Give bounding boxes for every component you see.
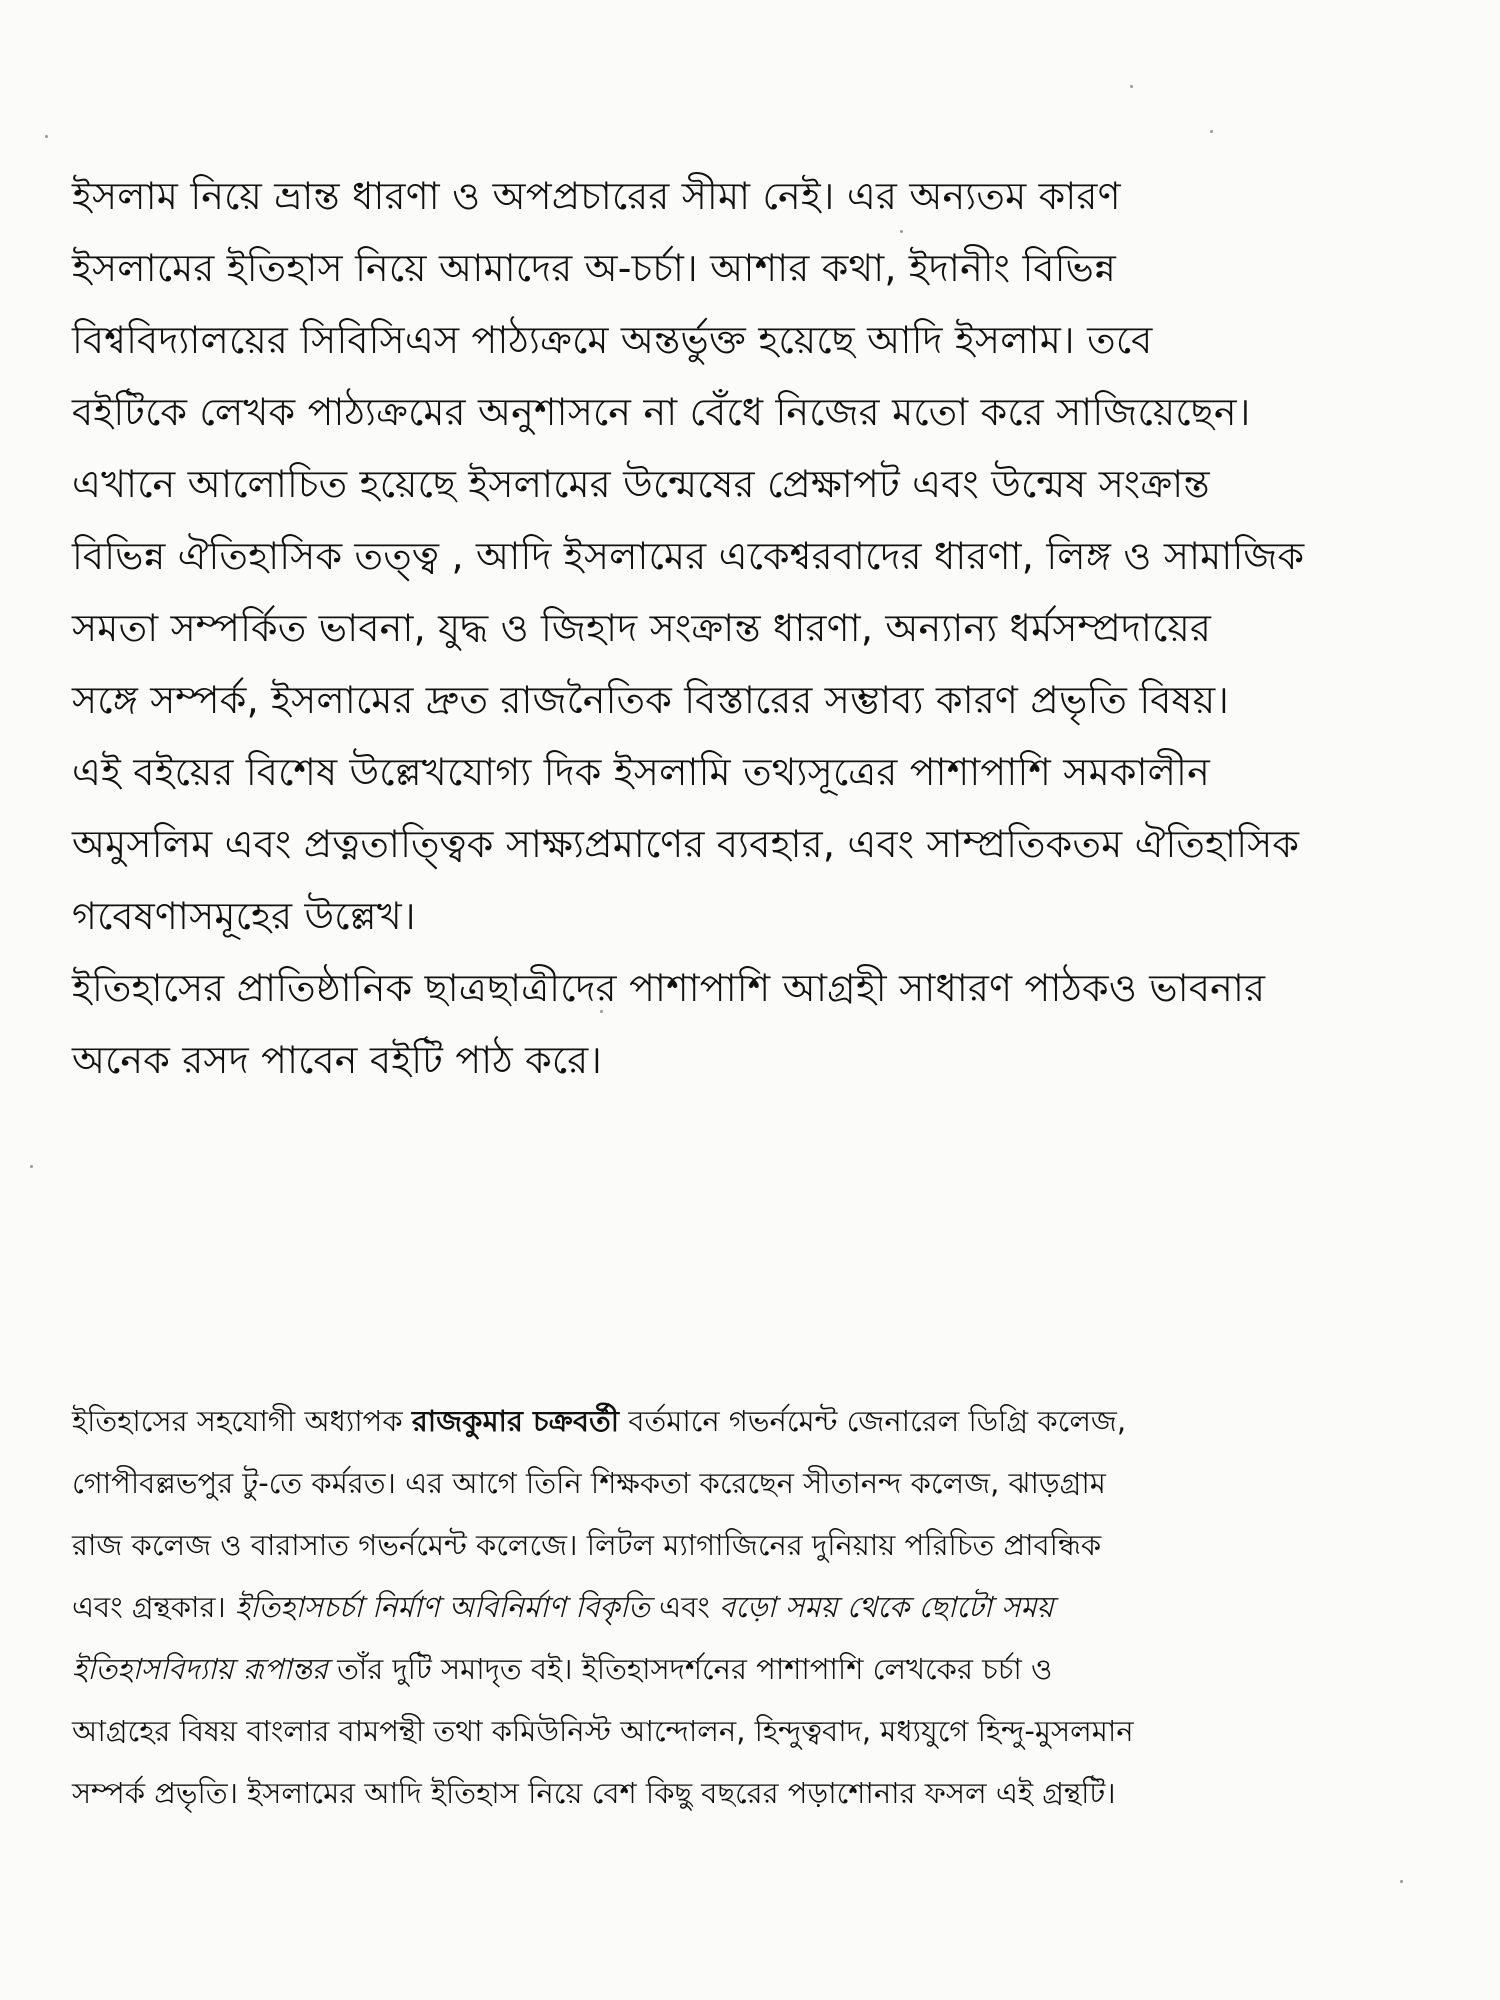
- blurb-line: সমতা সম্পর্কিত ভাবনা, যুদ্ধ ও জিহাদ সংক্রান্ত ধারণা, অন্যান্য ধর্মসম্প্রদায়ের: [72, 606, 1212, 650]
- bio-line: [72, 1390, 1472, 1452]
- blurb-line: বইটিকে লেখক পাঠ্যক্রমের অনুশাসনে না বেঁধে নিজের মতো করে সাজিয়েছেন।: [72, 390, 1251, 434]
- blurb-line: অমুসলিম এবং প্রত্নতাত্ত্বিক সাক্ষ্যপ্রমাণের ব্যবহার, এবং সাম্প্রতিকতম ঐতিহাসিক: [72, 822, 1300, 866]
- book-title: ইতিহাসবিদ্যায় রূপান্তর: [72, 1652, 328, 1686]
- bio-text: বর্তমানে গভর্নমেন্ট জেনারেল ডিগ্রি কলেজ,: [619, 1404, 1127, 1438]
- paper-speck: [30, 1165, 33, 1168]
- bio-line: রাজ কলেজ ও বারাসাত গভর্নমেন্ট কলেজে। লিটল ম্যাগাজিনের দুনিয়ায় পরিচিত প্রাবন্ধিক: [72, 1528, 1102, 1562]
- bio-text: ইতিহাসের সহযোগী অধ্যাপক: [72, 1404, 412, 1438]
- blurb-line: অনেক রসদ পাবেন বইটি পাঠ করে।: [72, 1038, 603, 1082]
- bio-line: সম্পর্ক প্রভৃতি। ইসলামের আদি ইতিহাস নিয়ে বেশ কিছু বছরের পড়াশোনার ফসল এই গ্রন্থটি।: [72, 1776, 1116, 1810]
- blurb-line: গবেষণাসমূহের উল্লেখ।: [72, 894, 416, 938]
- bio-text: তাঁর দুটি সমাদৃত বই। ইতিহাসদর্শনের পাশাপাশি লেখকের চর্চা ও: [327, 1652, 1053, 1686]
- paper-speck: [900, 230, 903, 233]
- paper-speck: [1130, 85, 1133, 88]
- blurb-line: এই বইয়ের বিশেষ উল্লেখযোগ্য দিক ইসলামি তথ্যসূত্রের পাশাপাশি সমকালীন: [72, 750, 1210, 794]
- blurb-line: বিশ্ববিদ্যালয়ের সিবিসিএস পাঠ্যক্রমে অন্তর্ভুক্ত হয়েছে আদি ইসলাম। তবে: [72, 318, 1153, 362]
- bio-text: এবং: [649, 1590, 720, 1624]
- bio-line: [72, 1638, 1472, 1700]
- book-blurb: [72, 160, 1472, 1096]
- blurb-line: সঙ্গে সম্পর্ক, ইসলামের দ্রুত রাজনৈতিক বিস্তারের সম্ভাব্য কারণ প্রভৃতি বিষয়।: [72, 678, 1230, 722]
- bio-line: গোপীবল্লভপুর টু-তে কর্মরত। এর আগে তিনি শিক্ষকতা করেছেন সীতানন্দ কলেজ, ঝাড়গ্রাম: [72, 1466, 1106, 1500]
- bio-line: আগ্রহের বিষয় বাংলার বামপন্থী তথা কমিউনিস্ট আন্দোলন, হিন্দুত্ববাদ, মধ্যযুগে হিন্দু-মুসলমান: [72, 1714, 1134, 1748]
- blurb-line: ইতিহাসের প্রাতিষ্ঠানিক ছাত্রছাত্রীদের পাশাপাশি আগ্রহী সাধারণ পাঠকও ভাবনার: [72, 966, 1266, 1010]
- blurb-line: বিভিন্ন ঐতিহাসিক তত্ত্ব , আদি ইসলামের একেশ্বরবাদের ধারণা, লিঙ্গ ও সামাজিক: [72, 534, 1305, 578]
- paper-speck: [600, 1010, 603, 1013]
- bio-text: এবং গ্রন্থকার।: [72, 1590, 235, 1624]
- paper-speck: [1210, 130, 1213, 133]
- blurb-line: এখানে আলোচিত হয়েছে ইসলামের উন্মেষের প্রেক্ষাপট এবং উন্মেষ সংক্রান্ত: [72, 462, 1210, 506]
- paper-speck: [1400, 1880, 1403, 1883]
- blurb-line: ইসলামের ইতিহাস নিয়ে আমাদের অ-চর্চা। আশার কথা, ইদানীং বিভিন্ন: [72, 246, 1116, 290]
- book-title: বড়ো সময় থেকে ছোটো সময়: [719, 1590, 1054, 1624]
- author-name: রাজকুমার চক্রবর্তী: [411, 1404, 620, 1438]
- bio-line: [72, 1576, 1472, 1638]
- blurb-line: ইসলাম নিয়ে ভ্রান্ত ধারণা ও অপপ্রচারের সীমা নেই। এর অন্যতম কারণ: [72, 174, 1121, 218]
- book-title: ইতিহাসচর্চা নির্মাণ অবিনির্মাণ বিকৃতি: [234, 1590, 650, 1624]
- author-bio: [72, 1390, 1472, 1824]
- paper-speck: [45, 135, 48, 138]
